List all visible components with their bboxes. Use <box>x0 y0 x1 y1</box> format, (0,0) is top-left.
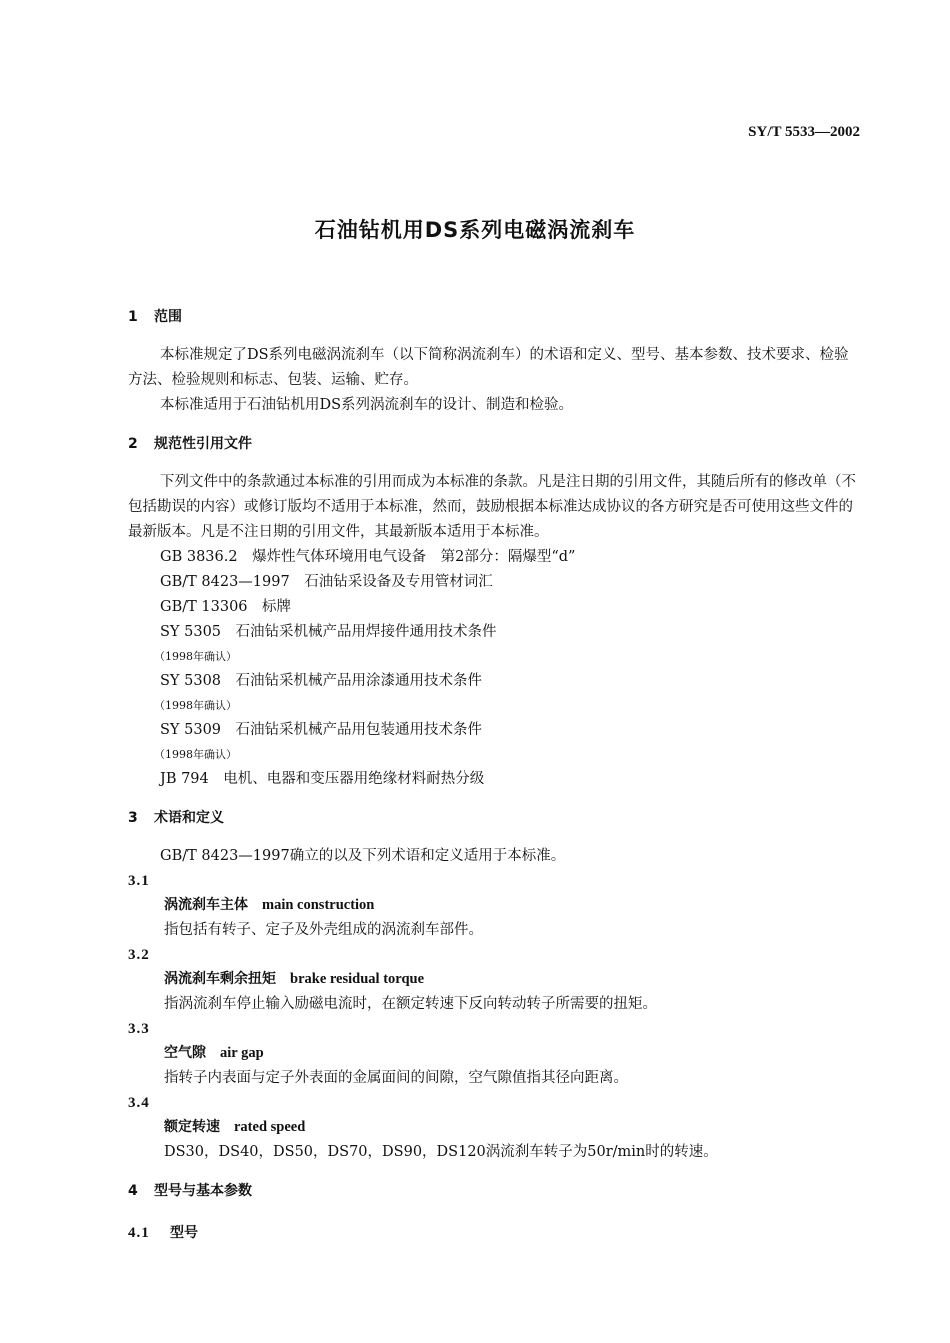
reference-item: JB 794 电机、电器和变压器用绝缘材料耐热分级 <box>160 771 485 787</box>
section-4-heading <box>128 1179 863 1203</box>
paragraph: 本标准适用于石油钻机用DS系列涡流刹车的设计、制造和检验。 <box>160 397 574 413</box>
term-definition: DS30，DS40，DS50，DS70，DS90，DS120涡流刹车转子为50r/min时的转速。 <box>164 1144 718 1160</box>
section-number: 2 <box>128 436 138 452</box>
term-entry <box>128 869 863 943</box>
subsection-4-1-heading <box>128 1221 863 1245</box>
term-english: rated speed <box>234 1119 306 1135</box>
term-entry <box>128 1017 863 1091</box>
section-title: 术语和定义 <box>154 810 224 826</box>
section-number: 4 <box>128 1183 138 1199</box>
term-chinese: 空气隙 <box>164 1045 206 1061</box>
section-2-heading <box>128 432 863 456</box>
reference-item: SY 5308 石油钻采机械产品用涂漆通用技术条件 <box>160 673 483 689</box>
section-title: 型号与基本参数 <box>154 1183 252 1199</box>
term-number: 3.2 <box>128 947 150 963</box>
document-body <box>128 305 863 1245</box>
term-chinese: 涡流刹车剩余扭矩 <box>164 971 276 987</box>
reference-confirm-note: （1998年确认） <box>154 748 237 761</box>
reference-item: SY 5309 石油钻采机械产品用包装通用技术条件 <box>160 722 483 738</box>
term-english: main construction <box>262 897 375 913</box>
reference-item: GB/T 8423—1997 石油钻采设备及专用管材词汇 <box>160 574 493 590</box>
term-entry <box>128 1091 863 1165</box>
term-chinese: 涡流刹车主体 <box>164 897 248 913</box>
section-1-heading <box>128 305 863 329</box>
term-chinese: 额定转速 <box>164 1119 220 1135</box>
reference-item: GB/T 13306 标牌 <box>160 599 292 615</box>
term-definition: 指转子内表面与定子外表面的金属面间的间隙，空气隙值指其径向距离。 <box>164 1070 628 1086</box>
section-3-heading <box>128 806 863 830</box>
subsection-number: 4.1 <box>128 1225 150 1241</box>
reference-confirm-note: （1998年确认） <box>154 699 237 712</box>
reference-item: SY 5305 石油钻采机械产品用焊接件通用技术条件 <box>160 624 497 640</box>
term-number: 3.3 <box>128 1021 150 1037</box>
section-number: 3 <box>128 810 138 826</box>
term-definition: 指包括有转子、定子及外壳组成的涡流刹车部件。 <box>164 922 483 938</box>
paragraph: GB/T 8423—1997确立的以及下列术语和定义适用于本标准。 <box>160 848 566 864</box>
document-title: 石油钻机用DS系列电磁涡流刹车 <box>314 218 636 242</box>
term-english: air gap <box>220 1045 264 1061</box>
standard-code: SY/T 5533—2002 <box>748 124 860 140</box>
section-number: 1 <box>128 309 138 325</box>
paragraph: 下列文件中的条款通过本标准的引用而成为本标准的条款。凡是注日期的引用文件，其随后所有的修改单（不包括勘误的内容）或修订版均不适用于本标准，然而，鼓励根据本标准达成协议的各方研究是否可使用这些文件的最新版本。凡是不注日期的引用文件，其最新版本适用于本标准。 <box>128 474 856 540</box>
reference-confirm-note: （1998年确认） <box>154 650 237 663</box>
section-title: 范围 <box>154 309 182 325</box>
section-title: 规范性引用文件 <box>154 436 252 452</box>
paragraph: 本标准规定了DS系列电磁涡流刹车（以下简称涡流刹车）的术语和定义、型号、基本参数、技术要求、检验方法、检验规则和标志、包装、运输、贮存。 <box>128 347 849 388</box>
term-definition: 指涡流刹车停止输入励磁电流时，在额定转速下反向转动转子所需要的扭矩。 <box>164 996 657 1012</box>
reference-list <box>128 545 863 792</box>
term-entry <box>128 943 863 1017</box>
term-number: 3.4 <box>128 1095 150 1111</box>
term-english: brake residual torque <box>290 971 425 987</box>
subsection-title: 型号 <box>170 1225 198 1241</box>
term-number: 3.1 <box>128 873 150 889</box>
reference-item: GB 3836.2 爆炸性气体环境用电气设备 第2部分：隔爆型“d” <box>160 549 576 565</box>
